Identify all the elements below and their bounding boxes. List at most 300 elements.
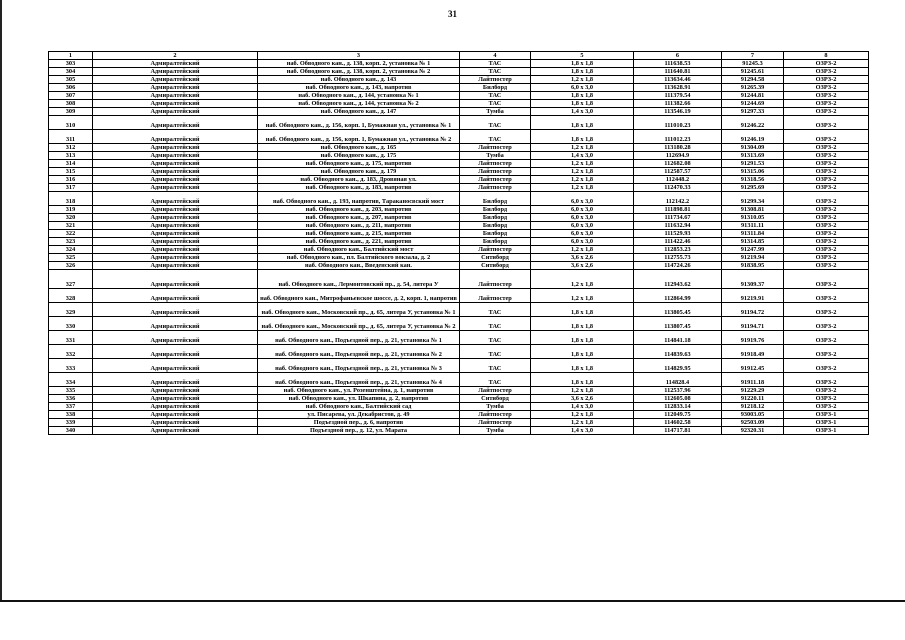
row-number-cell: 306 (49, 84, 93, 92)
zone-cell: ОЗРЗ-2 (784, 92, 869, 100)
table-row (49, 206, 869, 214)
table-row (49, 214, 869, 222)
district-cell: Адмиралтейский (93, 373, 258, 387)
table-row (49, 387, 869, 395)
district-cell: Адмиралтейский (93, 303, 258, 317)
x-coordinate-cell: 112682.08 (634, 160, 722, 168)
district-cell: Адмиралтейский (93, 76, 258, 84)
address-cell: наб. Обводного кан., Митрофаньевское шоссе, д. 2, корп. 1, напротив (258, 289, 460, 303)
y-coordinate-cell: 91918.49 (722, 345, 784, 359)
zone-cell: ОЗРЗ-2 (784, 270, 869, 289)
zone-cell: ОЗРЗ-2 (784, 130, 869, 144)
row-number-cell: 310 (49, 116, 93, 130)
structure-type-cell: Билборд (460, 192, 531, 206)
placement-table (48, 51, 869, 435)
table-row (49, 152, 869, 160)
table-row (49, 270, 869, 289)
size-cell: 6,0 x 3,0 (531, 192, 634, 206)
column-header: 5 (531, 52, 634, 60)
y-coordinate-cell: 91244.69 (722, 100, 784, 108)
structure-type-cell: Билборд (460, 230, 531, 238)
column-header: 8 (784, 52, 869, 60)
row-number-cell: 320 (49, 214, 93, 222)
row-number-cell: 318 (49, 192, 93, 206)
y-coordinate-cell: 91318.56 (722, 176, 784, 184)
row-number-cell: 331 (49, 331, 93, 345)
y-coordinate-cell: 91838.95 (722, 262, 784, 270)
zone-cell: ОЗРЗ-2 (784, 116, 869, 130)
size-cell: 1,2 x 1,8 (531, 160, 634, 168)
x-coordinate-cell: 111898.81 (634, 206, 722, 214)
y-coordinate-cell: 91246.19 (722, 130, 784, 144)
address-cell: наб. Обводного кан., д. 183, Дровяная ул. (258, 176, 460, 184)
district-cell: Адмиралтейский (93, 60, 258, 68)
zone-cell: ОЗРЗ-2 (784, 192, 869, 206)
address-cell: наб. Обводного кан., д. 193, напротив, Тараканосвский мост (258, 192, 460, 206)
row-number-cell: 315 (49, 168, 93, 176)
zone-cell: ОЗРЗ-2 (784, 84, 869, 92)
zone-cell: ОЗРЗ-2 (784, 230, 869, 238)
x-coordinate-cell: 112755.73 (634, 254, 722, 262)
address-cell: наб. Обводного кан., Подъездной пер., д. 21, установка № 3 (258, 359, 460, 373)
x-coordinate-cell: 111382.66 (634, 100, 722, 108)
address-cell: наб. Обводного кан., д. 138, корп. 2, установка № 2 (258, 68, 460, 76)
column-header: 2 (93, 52, 258, 60)
structure-type-cell: Лайтпостер (460, 387, 531, 395)
y-coordinate-cell: 91314.85 (722, 238, 784, 246)
zone-cell: ОЗРЗ-1 (784, 419, 869, 427)
y-coordinate-cell: 91310.05 (722, 214, 784, 222)
address-cell: ул. Писарева, ул. Декабристов, д. 49 (258, 411, 460, 419)
size-cell: 1,8 x 1,8 (531, 68, 634, 76)
size-cell: 6,0 x 3,0 (531, 238, 634, 246)
y-coordinate-cell: 91919.76 (722, 331, 784, 345)
district-cell: Адмиралтейский (93, 100, 258, 108)
row-number-cell: 324 (49, 246, 93, 254)
y-coordinate-cell: 91315.06 (722, 168, 784, 176)
address-cell: наб. Обводного кан., д. 138, корп. 2, установка № 1 (258, 60, 460, 68)
row-number-cell: 323 (49, 238, 93, 246)
zone-cell: ОЗРЗ-2 (784, 68, 869, 76)
structure-type-cell: Билборд (460, 214, 531, 222)
size-cell: 6,0 x 3,0 (531, 214, 634, 222)
table-row (49, 92, 869, 100)
district-cell: Адмиралтейский (93, 411, 258, 419)
row-number-cell: 303 (49, 60, 93, 68)
column-header: 4 (460, 52, 531, 60)
row-number-cell: 309 (49, 108, 93, 116)
structure-type-cell: Билборд (460, 206, 531, 214)
y-coordinate-cell: 92320.31 (722, 427, 784, 435)
table-row (49, 359, 869, 373)
row-number-cell: 326 (49, 262, 93, 270)
table-row (49, 317, 869, 331)
size-cell: 1,2 x 1,8 (531, 411, 634, 419)
size-cell: 1,8 x 1,8 (531, 60, 634, 68)
zone-cell: ОЗРЗ-2 (784, 214, 869, 222)
structure-type-cell: Лайтпостер (460, 246, 531, 254)
size-cell: 1,4 x 3,0 (531, 152, 634, 160)
x-coordinate-cell: 114602.58 (634, 419, 722, 427)
table-row (49, 130, 869, 144)
size-cell: 1,2 x 1,8 (531, 168, 634, 176)
address-cell: наб. Обводного кан., Балтийский мост (258, 246, 460, 254)
y-coordinate-cell: 93003.05 (722, 411, 784, 419)
zone-cell: ОЗРЗ-2 (784, 160, 869, 168)
zone-cell: ОЗРЗ-2 (784, 184, 869, 192)
x-coordinate-cell: 114828.4 (634, 373, 722, 387)
structure-type-cell: Лайтпостер (460, 411, 531, 419)
row-number-cell: 322 (49, 230, 93, 238)
district-cell: Адмиралтейский (93, 230, 258, 238)
row-number-cell: 330 (49, 317, 93, 331)
zone-cell: ОЗРЗ-2 (784, 238, 869, 246)
structure-type-cell: ТАС (460, 373, 531, 387)
structure-type-cell: ТАС (460, 92, 531, 100)
structure-type-cell: ТАС (460, 60, 531, 68)
size-cell: 1,2 x 1,8 (531, 419, 634, 427)
zone-cell: ОЗРЗ-2 (784, 100, 869, 108)
address-cell: наб. Обводного кан., Подъездной пер., д. 21, установка № 2 (258, 345, 460, 359)
address-cell: наб. Обводного кан., д. 221, напротив (258, 238, 460, 246)
zone-cell: ОЗРЗ-2 (784, 395, 869, 403)
structure-type-cell: Лайтпостер (460, 184, 531, 192)
size-cell: 1,8 x 1,8 (531, 331, 634, 345)
structure-type-cell: Лайтпостер (460, 270, 531, 289)
zone-cell: ОЗРЗ-2 (784, 108, 869, 116)
y-coordinate-cell: 91244.81 (722, 92, 784, 100)
row-number-cell: 321 (49, 222, 93, 230)
x-coordinate-cell: 113546.19 (634, 108, 722, 116)
district-cell: Адмиралтейский (93, 317, 258, 331)
row-number-cell: 327 (49, 270, 93, 289)
size-cell: 1,4 x 3,0 (531, 427, 634, 435)
structure-type-cell: ТАС (460, 130, 531, 144)
row-number-cell: 325 (49, 254, 93, 262)
district-cell: Адмиралтейский (93, 359, 258, 373)
table-row (49, 168, 869, 176)
structure-type-cell: Тумба (460, 427, 531, 435)
size-cell: 1,8 x 1,8 (531, 317, 634, 331)
y-coordinate-cell: 91291.53 (722, 160, 784, 168)
district-cell: Адмиралтейский (93, 387, 258, 395)
zone-cell: ОЗРЗ-2 (784, 176, 869, 184)
x-coordinate-cell: 111012.23 (634, 130, 722, 144)
y-coordinate-cell: 92503.09 (722, 419, 784, 427)
structure-type-cell: ТАС (460, 345, 531, 359)
district-cell: Адмиралтейский (93, 144, 258, 152)
table-row (49, 84, 869, 92)
size-cell: 3,6 x 2,6 (531, 254, 634, 262)
table-row (49, 403, 869, 411)
table-row (49, 419, 869, 427)
y-coordinate-cell: 91229.29 (722, 387, 784, 395)
structure-type-cell: ТАС (460, 359, 531, 373)
district-cell: Адмиралтейский (93, 238, 258, 246)
size-cell: 6,0 x 3,0 (531, 230, 634, 238)
row-number-cell: 336 (49, 395, 93, 403)
address-cell: наб. Обводного кан., Подъездной пер., д. 21, установка № 4 (258, 373, 460, 387)
row-number-cell: 313 (49, 152, 93, 160)
district-cell: Адмиралтейский (93, 160, 258, 168)
row-number-cell: 307 (49, 92, 93, 100)
size-cell: 1,8 x 1,8 (531, 359, 634, 373)
x-coordinate-cell: 112943.62 (634, 270, 722, 289)
column-header: 1 (49, 52, 93, 60)
row-number-cell: 317 (49, 184, 93, 192)
x-coordinate-cell: 112142.2 (634, 192, 722, 206)
table-row (49, 144, 869, 152)
zone-cell: ОЗРЗ-2 (784, 359, 869, 373)
table-row (49, 100, 869, 108)
address-cell: наб. Обводного кан., д. 144, установка № 2 (258, 100, 460, 108)
column-header: 7 (722, 52, 784, 60)
district-cell: Адмиралтейский (93, 192, 258, 206)
y-coordinate-cell: 91247.99 (722, 246, 784, 254)
y-coordinate-cell: 91911.18 (722, 373, 784, 387)
size-cell: 1,2 x 1,8 (531, 289, 634, 303)
district-cell: Адмиралтейский (93, 345, 258, 359)
district-cell: Адмиралтейский (93, 262, 258, 270)
size-cell: 1,2 x 1,8 (531, 387, 634, 395)
structure-type-cell: Лайтпостер (460, 160, 531, 168)
column-header: 6 (634, 52, 722, 60)
zone-cell: ОЗРЗ-2 (784, 317, 869, 331)
x-coordinate-cell: 112605.08 (634, 395, 722, 403)
x-coordinate-cell: 114717.81 (634, 427, 722, 435)
zone-cell: ОЗРЗ-2 (784, 345, 869, 359)
size-cell: 1,8 x 1,8 (531, 303, 634, 317)
address-cell: наб. Обводного кан., д. 175 (258, 152, 460, 160)
y-coordinate-cell: 91311.84 (722, 230, 784, 238)
district-cell: Адмиралтейский (93, 270, 258, 289)
address-cell: наб. Обводного кан., Московский пр., д. 65, литера У, установка № 1 (258, 303, 460, 317)
x-coordinate-cell: 114829.95 (634, 359, 722, 373)
address-cell: наб. Обводного кан., Подъездной пер., д. 21, установка № 1 (258, 331, 460, 345)
row-number-cell: 304 (49, 68, 93, 76)
y-coordinate-cell: 91220.11 (722, 395, 784, 403)
y-coordinate-cell: 91295.69 (722, 184, 784, 192)
row-number-cell: 337 (49, 403, 93, 411)
size-cell: 6,0 x 3,0 (531, 206, 634, 214)
table-row (49, 411, 869, 419)
x-coordinate-cell: 111734.67 (634, 214, 722, 222)
district-cell: Адмиралтейский (93, 184, 258, 192)
x-coordinate-cell: 112470.33 (634, 184, 722, 192)
size-cell: 1,2 x 1,8 (531, 176, 634, 184)
size-cell: 1,2 x 1,8 (531, 184, 634, 192)
zone-cell: ОЗРЗ-2 (784, 303, 869, 317)
address-cell: наб. Обводного кан., д. 215, напротив (258, 230, 460, 238)
scan-edge (0, 0, 2, 602)
structure-type-cell: ТАС (460, 317, 531, 331)
table-row (49, 395, 869, 403)
zone-cell: ОЗРЗ-2 (784, 144, 869, 152)
x-coordinate-cell: 111529.93 (634, 230, 722, 238)
row-number-cell: 308 (49, 100, 93, 108)
district-cell: Адмиралтейский (93, 176, 258, 184)
structure-type-cell: ТАС (460, 331, 531, 345)
address-cell: наб. Обводного кан., Введенский кан. (258, 262, 460, 270)
address-cell: наб. Обводного кан., д. 156, корп. 1, Бумажная ул., установка № 1 (258, 116, 460, 130)
x-coordinate-cell: 111379.54 (634, 92, 722, 100)
district-cell: Адмиралтейский (93, 84, 258, 92)
page-number: 31 (448, 9, 457, 19)
row-number-cell: 335 (49, 387, 93, 395)
y-coordinate-cell: 91297.33 (722, 108, 784, 116)
y-coordinate-cell: 91218.12 (722, 403, 784, 411)
table-row (49, 254, 869, 262)
row-number-cell: 311 (49, 130, 93, 144)
table-header-row (49, 52, 869, 60)
address-cell: наб. Обводного кан., Балтийский сад (258, 403, 460, 411)
row-number-cell: 314 (49, 160, 93, 168)
zone-cell: ОЗРЗ-2 (784, 262, 869, 270)
district-cell: Адмиралтейский (93, 152, 258, 160)
zone-cell: ОЗРЗ-1 (784, 427, 869, 435)
table-row (49, 176, 869, 184)
table-row (49, 192, 869, 206)
row-number-cell: 312 (49, 144, 93, 152)
district-cell: Адмиралтейский (93, 116, 258, 130)
placement-table-container (48, 51, 868, 435)
row-number-cell: 329 (49, 303, 93, 317)
zone-cell: ОЗРЗ-2 (784, 152, 869, 160)
table-row (49, 238, 869, 246)
y-coordinate-cell: 91311.11 (722, 222, 784, 230)
address-cell: наб. Обводного кан., д. 144, установка № 1 (258, 92, 460, 100)
row-number-cell: 332 (49, 345, 93, 359)
x-coordinate-cell: 112049.75 (634, 411, 722, 419)
structure-type-cell: Тумба (460, 108, 531, 116)
y-coordinate-cell: 91194.71 (722, 317, 784, 331)
y-coordinate-cell: 91313.69 (722, 152, 784, 160)
address-cell: наб. Обводного кан., д. 175, напротив (258, 160, 460, 168)
y-coordinate-cell: 91299.34 (722, 192, 784, 206)
structure-type-cell: Лайтпостер (460, 419, 531, 427)
row-number-cell: 340 (49, 427, 93, 435)
structure-type-cell: Ситиборд (460, 262, 531, 270)
district-cell: Адмиралтейский (93, 419, 258, 427)
structure-type-cell: Тумба (460, 403, 531, 411)
zone-cell: ОЗРЗ-2 (784, 387, 869, 395)
table-row (49, 345, 869, 359)
size-cell: 1,2 x 1,8 (531, 76, 634, 84)
district-cell: Адмиралтейский (93, 289, 258, 303)
structure-type-cell: Ситиборд (460, 254, 531, 262)
table-body (49, 60, 869, 435)
x-coordinate-cell: 111638.53 (634, 60, 722, 68)
district-cell: Адмиралтейский (93, 246, 258, 254)
district-cell: Адмиралтейский (93, 168, 258, 176)
x-coordinate-cell: 114841.18 (634, 331, 722, 345)
district-cell: Адмиралтейский (93, 403, 258, 411)
size-cell: 1,8 x 1,8 (531, 373, 634, 387)
address-cell: наб. Обводного кан., ул. Розенштейна, д. 1, напротив (258, 387, 460, 395)
address-cell: Подъездной пер., д. 12, ул. Марата (258, 427, 460, 435)
structure-type-cell: Лайтпостер (460, 168, 531, 176)
y-coordinate-cell: 91294.58 (722, 76, 784, 84)
district-cell: Адмиралтейский (93, 427, 258, 435)
structure-type-cell: Лайтпостер (460, 76, 531, 84)
district-cell: Адмиралтейский (93, 206, 258, 214)
y-coordinate-cell: 91246.22 (722, 116, 784, 130)
y-coordinate-cell: 91219.94 (722, 254, 784, 262)
district-cell: Адмиралтейский (93, 331, 258, 345)
structure-type-cell: ТАС (460, 100, 531, 108)
address-cell: наб. Обводного кан., Лермонтовский пр., д. 54, литера У (258, 270, 460, 289)
size-cell: 1,4 x 3,0 (531, 108, 634, 116)
zone-cell: ОЗРЗ-2 (784, 206, 869, 214)
district-cell: Адмиралтейский (93, 130, 258, 144)
row-number-cell: 334 (49, 373, 93, 387)
x-coordinate-cell: 112864.99 (634, 289, 722, 303)
size-cell: 1,8 x 1,8 (531, 130, 634, 144)
structure-type-cell: Билборд (460, 84, 531, 92)
x-coordinate-cell: 113807.45 (634, 317, 722, 331)
size-cell: 1,8 x 1,8 (531, 92, 634, 100)
x-coordinate-cell: 112587.57 (634, 168, 722, 176)
address-cell: наб. Обводного кан., д. 203, напротив (258, 206, 460, 214)
table-row (49, 184, 869, 192)
address-cell: наб. Обводного кан., д. 211, напротив (258, 222, 460, 230)
zone-cell: ОЗРЗ-2 (784, 60, 869, 68)
row-number-cell: 333 (49, 359, 93, 373)
size-cell: 3,6 x 2,6 (531, 262, 634, 270)
table-row (49, 68, 869, 76)
table-row (49, 303, 869, 317)
x-coordinate-cell: 114724.26 (634, 262, 722, 270)
zone-cell: ОЗРЗ-2 (784, 222, 869, 230)
column-header: 3 (258, 52, 460, 60)
address-cell: наб. Обводного кан., д. 183, напротив (258, 184, 460, 192)
address-cell: наб. Обводного кан., д. 147 (258, 108, 460, 116)
size-cell: 1,2 x 1,8 (531, 246, 634, 254)
district-cell: Адмиралтейский (93, 108, 258, 116)
address-cell: наб. Обводного кан., д. 165 (258, 144, 460, 152)
table-row (49, 262, 869, 270)
x-coordinate-cell: 114839.63 (634, 345, 722, 359)
zone-cell: ОЗРЗ-2 (784, 246, 869, 254)
structure-type-cell: ТАС (460, 116, 531, 130)
district-cell: Адмиралтейский (93, 254, 258, 262)
district-cell: Адмиралтейский (93, 222, 258, 230)
size-cell: 1,2 x 1,8 (531, 144, 634, 152)
row-number-cell: 339 (49, 419, 93, 427)
district-cell: Адмиралтейский (93, 92, 258, 100)
zone-cell: ОЗРЗ-2 (784, 373, 869, 387)
address-cell: наб. Обводного кан., д. 143 (258, 76, 460, 84)
address-cell: наб. Обводного кан., ул. Шкапина, д. 2, напротив (258, 395, 460, 403)
table-row (49, 222, 869, 230)
structure-type-cell: ТАС (460, 68, 531, 76)
x-coordinate-cell: 113628.91 (634, 84, 722, 92)
row-number-cell: 316 (49, 176, 93, 184)
table-row (49, 230, 869, 238)
y-coordinate-cell: 91245.3 (722, 60, 784, 68)
table-row (49, 60, 869, 68)
table-row (49, 160, 869, 168)
zone-cell: ОЗРЗ-2 (784, 254, 869, 262)
structure-type-cell: Ситиборд (460, 395, 531, 403)
x-coordinate-cell: 112694.9 (634, 152, 722, 160)
table-row (49, 76, 869, 84)
row-number-cell: 305 (49, 76, 93, 84)
zone-cell: ОЗРЗ-2 (784, 403, 869, 411)
row-number-cell: 338 (49, 411, 93, 419)
address-cell: наб. Обводного кан., д. 143, напротив (258, 84, 460, 92)
structure-type-cell: Лайтпостер (460, 144, 531, 152)
